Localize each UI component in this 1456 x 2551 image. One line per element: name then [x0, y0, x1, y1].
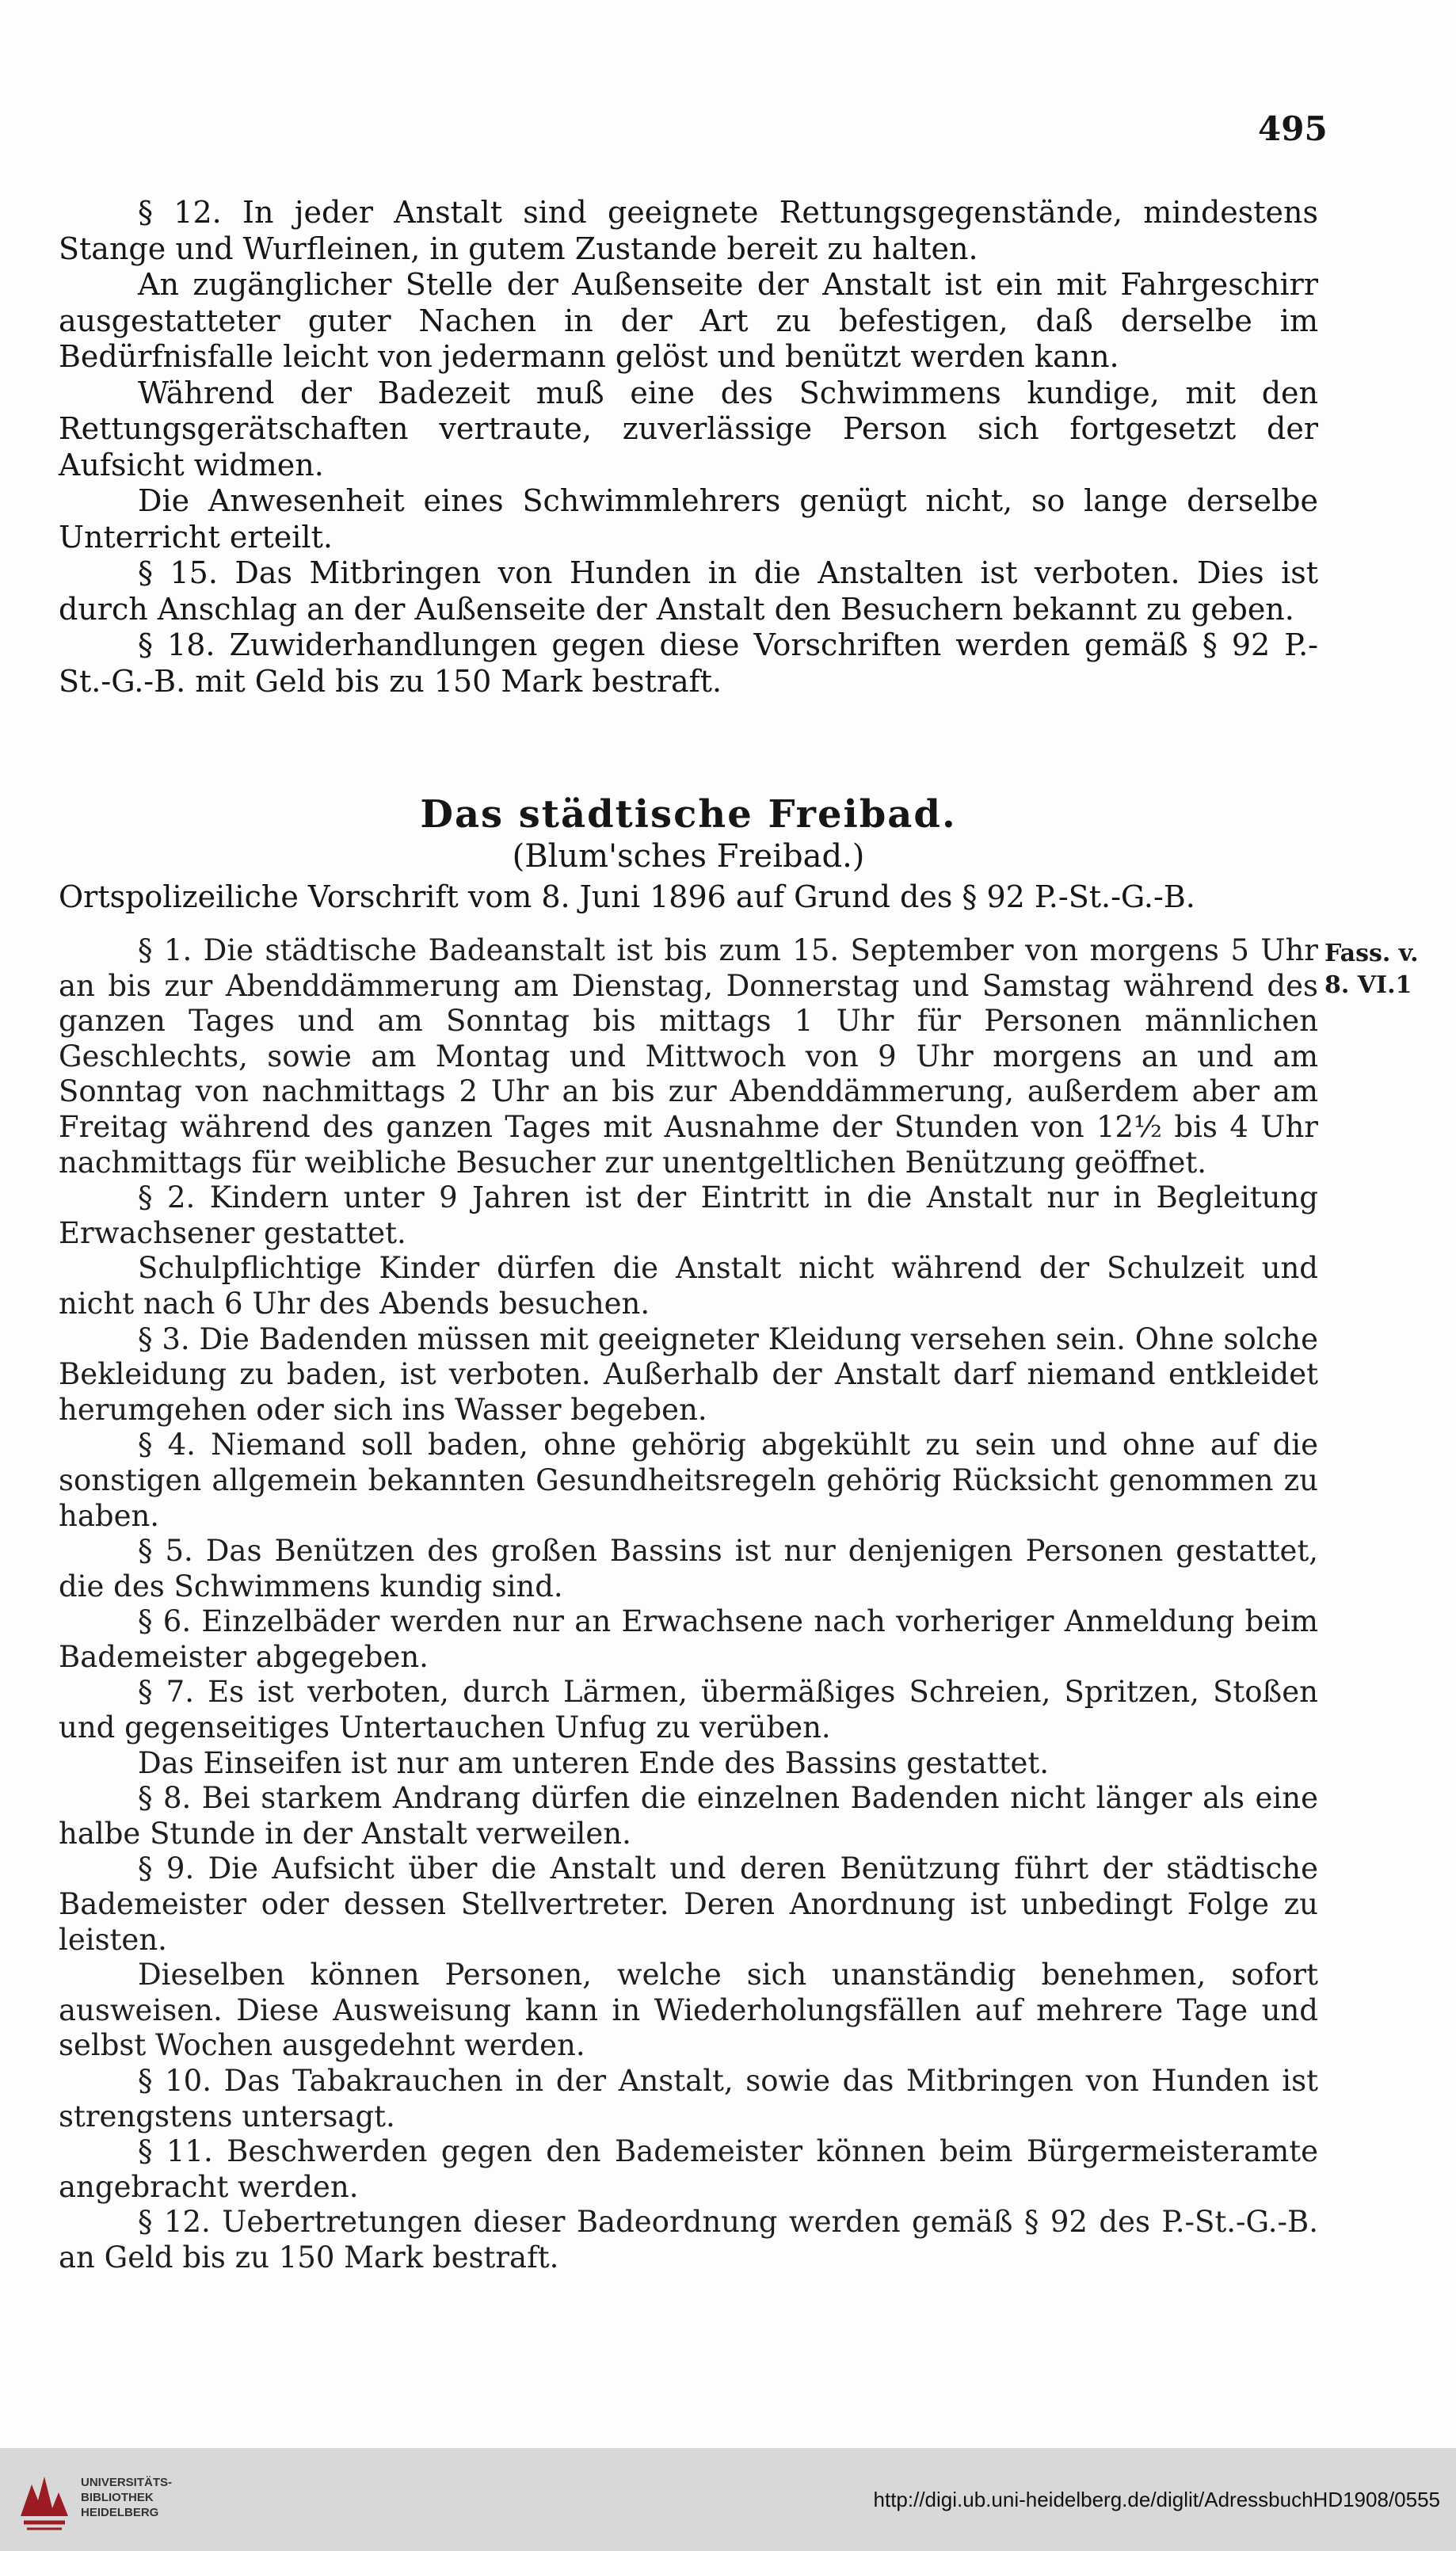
library-name-line: UNIVERSITÄTS-	[81, 2476, 173, 2489]
library-logo[interactable]	[16, 2461, 190, 2537]
paragraph: Das Einseifen ist nur am unteren Ende des Bassins gestattet.	[138, 1745, 1050, 1780]
paragraph: § 12. In jeder Anstalt sind geeignete Rettungsgegenstände, mindestens Stange und Wurfleinen, in gutem Zustande bereit zu halten.	[59, 195, 1318, 266]
paragraph: Schulpflichtige Kinder dürfen die Anstalt nicht während der Schulzeit und nicht nach 6 Uhr des Abends besuchen.	[59, 1251, 1318, 1321]
ordinance-intro-block	[59, 879, 1318, 914]
library-name-line: BIBLIOTHEK	[81, 2491, 154, 2504]
paragraph: § 6. Einzelbäder werden nur an Erwachsene nach vorheriger Anmeldung beim Bademeister abgegeben.	[59, 1604, 1318, 1674]
paragraph: § 7. Es ist verboten, durch Lärmen, übermäßiges Schreien, Spritzen, Stoßen und gegenseitiges Untertauchen Unfug zu verüben.	[59, 1675, 1318, 1745]
paragraph: § 3. Die Badenden müssen mit geeigneter Kleidung versehen sein. Ohne solche Bekleidung zu baden, ist verboten. Außerhalb der Anstalt darf niemand entkleidet herumgehen oder sich ins Wasser begeben.	[59, 1321, 1318, 1427]
library-seal-icon	[16, 2461, 73, 2537]
paragraph: § 18. Zuwiderhandlungen gegen diese Vorschriften werden gemäß § 92 P.-St.-G.-B. mit Geld bis zu 150 Mark bestraft.	[59, 627, 1318, 699]
paragraph: § 5. Das Benützen des großen Bassins ist nur denjenigen Personen gestattet, die des Schwimmens kundig sind.	[59, 1534, 1318, 1603]
regulations-continued	[59, 195, 1318, 700]
paragraph: § 2. Kindern unter 9 Jahren ist der Eintritt in die Anstalt nur in Begleitung Erwachsener gestattet.	[59, 1180, 1318, 1250]
library-name	[81, 2475, 172, 2520]
paragraph: Dieselben können Personen, welche sich unanständig benehmen, sofort ausweisen. Diese Ausweisung kann in Wiederholungsfällen auf mehrere Tage und selbst Wochen ausgedehnt werden.	[59, 1958, 1318, 2063]
paragraph: § 10. Das Tabakrauchen in der Anstalt, sowie das Mitbringen von Hunden ist strengstens untersagt.	[59, 2064, 1318, 2133]
paragraph: § 15. Das Mitbringen von Hunden in die Anstalten ist verboten. Dies ist durch Anschlag an der Außenseite der Anstalt den Besuchern bekannt zu geben.	[59, 555, 1318, 627]
section-heading: Das städtische Freibad.	[420, 792, 957, 837]
ordinance-intro: Ortspolizeiliche Vorschrift vom 8. Juni 1896 auf Grund des § 92 P.-St.-G.-B.	[59, 879, 1195, 914]
source-url-link[interactable]: http://digi.ub.uni-heidelberg.de/diglit/AdressbuchHD1908/0555	[873, 2488, 1440, 2511]
paragraph: § 1. Die städtische Badeanstalt ist bis zum 15. September von morgens 5 Uhr an bis zur Abenddämmerung am Dienstag, Donnerstag und Samstag während des ganzen Tages und am Sonntag bis mittags 1 Uhr für Personen männlichen Geschlechts, sowie am Montag und Mittwoch von 9 Uhr morgens an und am Sonntag von nachmittags 2 Uhr an bis zur Abenddämmerung, außerdem aber am Freitag während des ganzen Tages mit Ausnahme der Stunden von 12½ bis 4 Uhr nachmittags für weibliche Besucher zur unentgeltlichen Benützung geöffnet.	[59, 933, 1318, 1180]
page-number: 495	[1258, 109, 1328, 148]
freibad-regulations	[59, 933, 1318, 2276]
paragraph: § 11. Beschwerden gegen den Bademeister können beim Bürgermeisteramte angebracht werden.	[59, 2134, 1318, 2204]
paragraph: Die Anwesenheit eines Schwimmlehrers genügt nicht, so lange derselbe Unterricht erteilt.	[59, 483, 1318, 555]
paragraph: § 12. Uebertretungen dieser Badeordnung werden gemäß § 92 des P.-St.-G.-B. an Geld bis zu 150 Mark bestraft.	[59, 2205, 1318, 2275]
paragraph: Während der Badezeit muß eine des Schwimmens kundige, mit den Rettungsgerätschaften vertraute, zuverlässige Person sich fortgesetzt der Aufsicht widmen.	[59, 375, 1318, 482]
paragraph: § 9. Die Aufsicht über die Anstalt und deren Benützung führt der städtische Bademeister oder dessen Stellvertreter. Deren Anordnung ist unbedingt Folge zu leisten.	[59, 1851, 1318, 1957]
paragraph: An zugänglicher Stelle der Außenseite der Anstalt ist ein mit Fahrgeschirr ausgestatteter guter Nachen in der Art zu befestigen, daß derselbe im Bedürfnisfalle leicht von jedermann gelöst und benützt werden kann.	[59, 267, 1318, 374]
paragraph: § 8. Bei starkem Andrang dürfen die einzelnen Badenden nicht länger als eine halbe Stunde in der Anstalt verweilen.	[59, 1781, 1318, 1851]
paragraph: § 4. Niemand soll baden, ohne gehörig abgekühlt zu sein und ohne auf die sonstigen allgemein bekannten Gesundheitsregeln gehörig Rücksicht genommen zu haben.	[59, 1428, 1318, 1533]
margin-note: Fass. v. 8. VI.1	[1325, 940, 1419, 999]
library-name-line: HEIDELBERG	[81, 2506, 159, 2519]
section-subheading: (Blum'sches Freibad.)	[512, 838, 865, 875]
